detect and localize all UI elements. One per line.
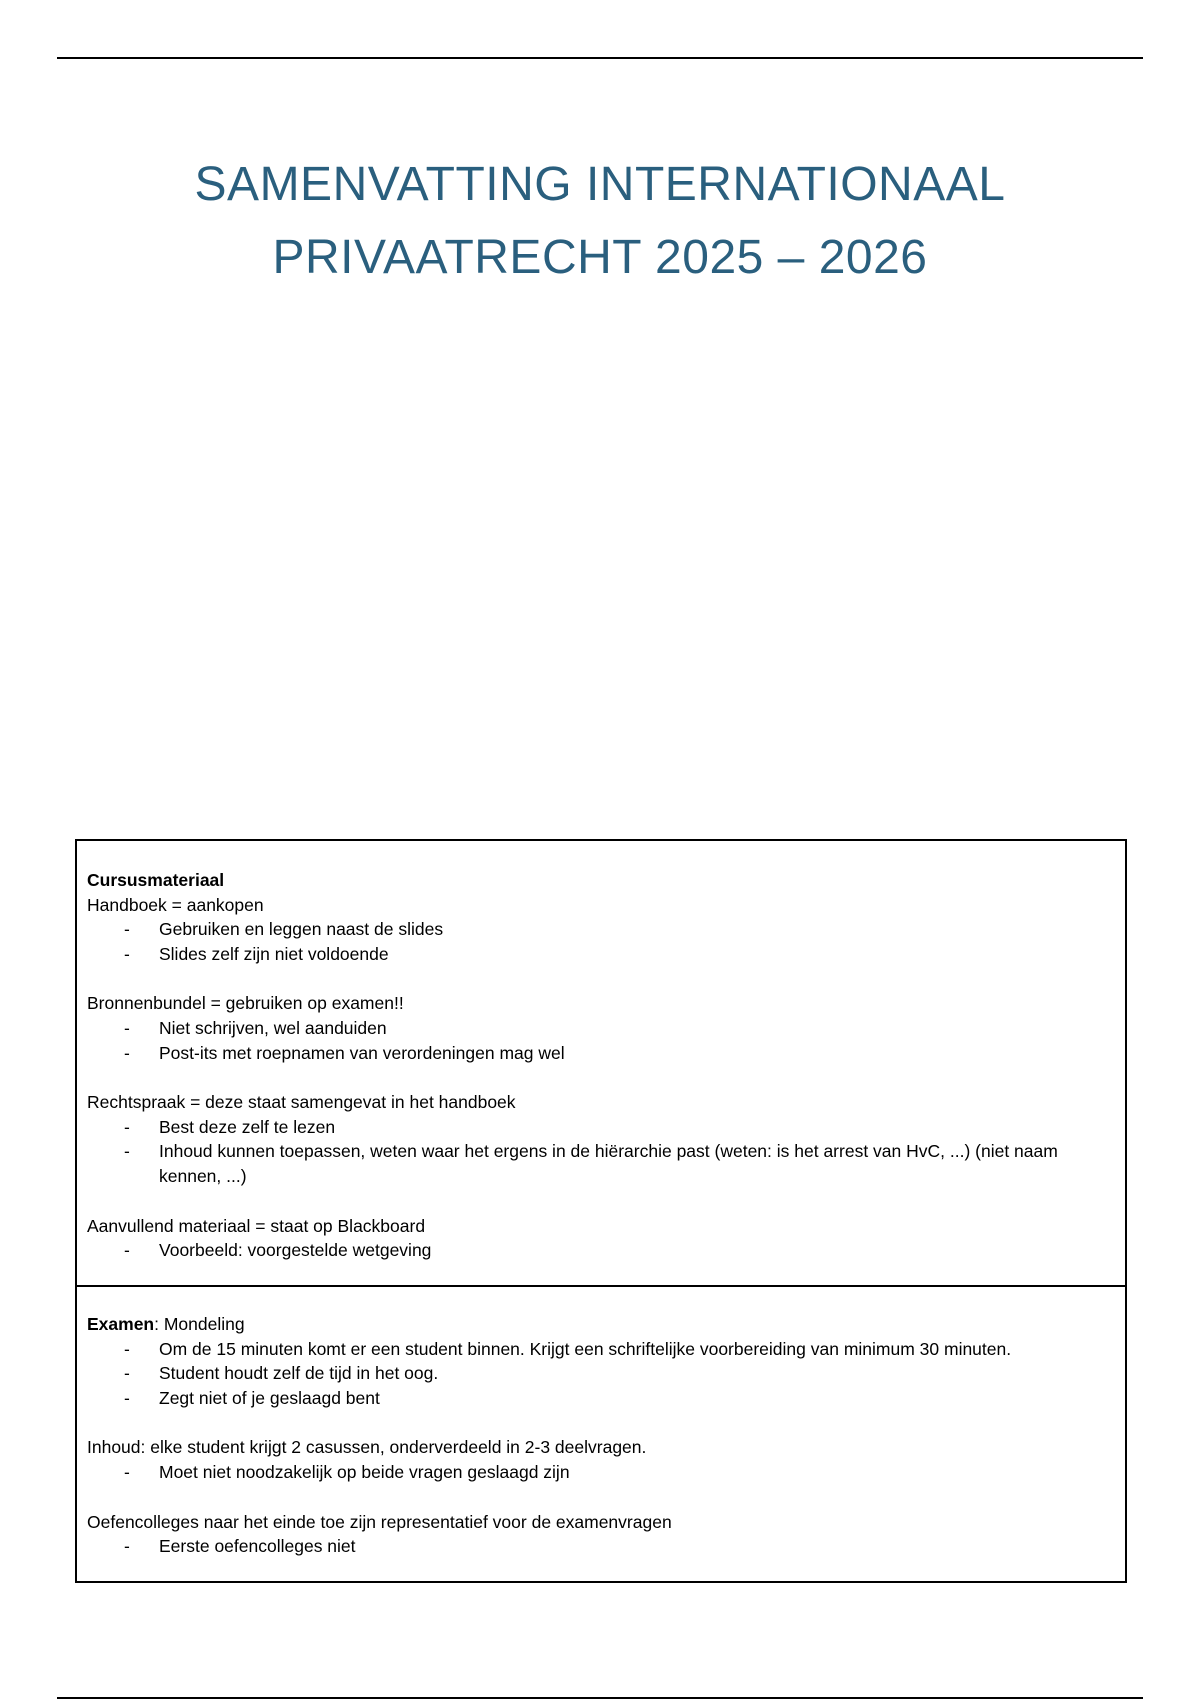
bullet-dash: - <box>124 1387 130 1408</box>
spacer <box>87 1065 1115 1090</box>
list-item-text: Om de 15 minuten komt er een student binnen. Krijgt een schriftelijke voorbereiding van minimum 30 minuten. <box>159 1338 1012 1359</box>
group-intro: Inhoud: elke student krijgt 2 casussen, onderverdeeld in 2-3 deelvragen. <box>87 1437 647 1458</box>
list-item-text: Gebruiken en leggen naast de slides <box>159 919 444 940</box>
group-intro: Oefencolleges naar het einde toe zijn representatief voor de examenvragen <box>87 1511 672 1532</box>
bullet-dash: - <box>124 919 130 940</box>
list-item <box>87 1238 1115 1263</box>
list-item-text: Niet schrijven, wel aanduiden <box>159 1017 387 1038</box>
list-item-text: Student houdt zelf de tijd in het oog. <box>159 1363 439 1384</box>
title-line-2: PRIVAATRECHT 2025 – 2026 <box>272 231 928 284</box>
top-rule <box>57 57 1143 59</box>
title-line-1: SAMENVATTING INTERNATIONAAL <box>194 158 1006 211</box>
spacer <box>87 1189 1115 1214</box>
list-item <box>87 1337 1115 1362</box>
list-item <box>87 1386 1115 1411</box>
bullet-dash: - <box>124 1017 130 1038</box>
list-item-text: Zegt niet of je geslaagd bent <box>159 1387 380 1408</box>
section-heading-suffix: : Mondeling <box>154 1314 245 1334</box>
list-item-text: Inhoud kunnen toepassen, weten waar het ergens in de hiërarchie past (weten: is het arrest van HvC, ...) (niet naam kennen, ...) <box>159 1141 1058 1186</box>
section-heading: Examen <box>87 1314 155 1334</box>
spacer <box>87 1485 1115 1510</box>
list-item-text: Slides zelf zijn niet voldoende <box>159 943 389 964</box>
list-item <box>87 917 1115 942</box>
spacer <box>87 966 1115 991</box>
bullet-dash: - <box>124 1141 130 1162</box>
list-item <box>87 1115 1115 1140</box>
bullet-dash: - <box>124 1116 130 1137</box>
bullet-dash: - <box>124 1363 130 1384</box>
bottom-rule <box>57 1697 1143 1699</box>
bullet-dash: - <box>124 1338 130 1359</box>
course-material-box <box>75 839 1127 1287</box>
list-item-text: Best deze zelf te lezen <box>159 1116 336 1137</box>
section-heading: Cursusmateriaal <box>87 870 225 890</box>
list-item-text: Moet niet noodzakelijk op beide vragen geslaagd zijn <box>159 1461 570 1482</box>
exam-heading-line <box>87 1312 1115 1337</box>
list-item <box>87 942 1115 967</box>
list-item <box>87 1016 1115 1041</box>
group-intro: Handboek = aankopen <box>87 894 264 915</box>
list-item <box>87 1534 1115 1559</box>
exam-box <box>75 1285 1127 1583</box>
list-item <box>87 1361 1115 1386</box>
list-item <box>87 1139 1115 1188</box>
bullet-dash: - <box>124 1240 130 1261</box>
document-title <box>0 148 1200 294</box>
list-item-text: Eerste oefencolleges niet <box>159 1536 356 1557</box>
list-item <box>87 1041 1115 1066</box>
spacer <box>87 1410 1115 1435</box>
group-intro: Bronnenbundel = gebruiken op examen!! <box>87 993 404 1014</box>
course-material-content <box>87 868 1115 1263</box>
list-item-text: Post-its met roepnamen van verordeningen mag wel <box>159 1042 565 1063</box>
exam-content <box>87 1312 1115 1559</box>
bullet-dash: - <box>124 1461 130 1482</box>
group-intro: Rechtspraak = deze staat samengevat in het handboek <box>87 1092 516 1113</box>
list-item-text: Voorbeeld: voorgestelde wetgeving <box>159 1240 432 1261</box>
list-item <box>87 1460 1115 1485</box>
group-intro: Aanvullend materiaal = staat op Blackboard <box>87 1215 426 1236</box>
bullet-dash: - <box>124 1536 130 1557</box>
bullet-dash: - <box>124 1042 130 1063</box>
bullet-dash: - <box>124 943 130 964</box>
